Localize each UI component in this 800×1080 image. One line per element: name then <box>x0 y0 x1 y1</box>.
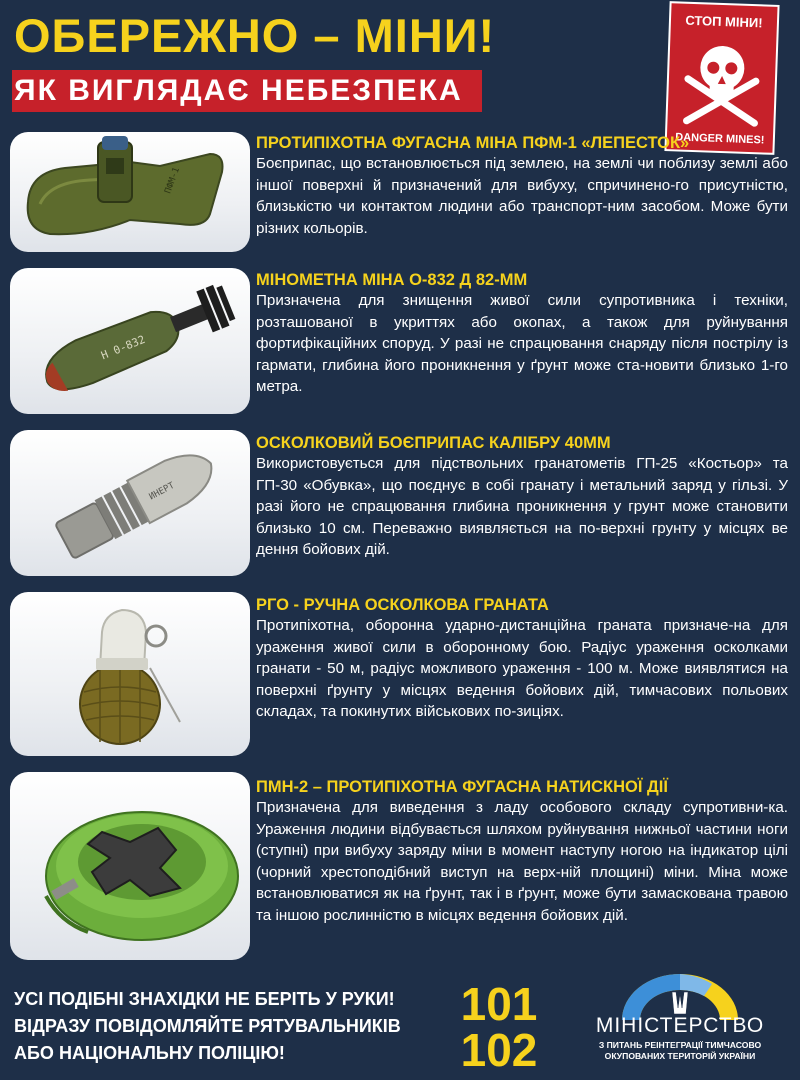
emergency-number-102: 102 <box>460 1024 538 1076</box>
svg-text:Н 0-832: Н 0-832 <box>99 332 148 363</box>
sign-bottom-text: DANGER MINES! <box>675 131 765 147</box>
pfm-1-image-card <box>10 132 250 252</box>
item-title-rgo: РГО - РУЧНА ОСКОЛКОВА ГРАНАТА <box>256 596 549 614</box>
ministry-arc-trident-icon <box>600 968 760 1020</box>
footer-warning-line-3: АБО НАЦІОНАЛЬНУ ПОЛІЦІЮ! <box>14 1043 285 1063</box>
item-title-40mm: ОСКОЛКОВИЙ БОЄПРИПАС КАЛІБРУ 40ММ <box>256 434 611 452</box>
item-description-pmn-2: Призначена для виведення з ладу особового складу супротивни-ка. Ураження людини відбувається шляхом руйнування нижньої частини ноги (ступні) при вибуху заряду міни в момент наступу ногою на індикатор цілі (чорний хрестоподібний виступ на верх-ній площині) міни. Міна може встановлюватися як на ґрунт, так і в ґрунт, може бути замаскована травою та іншою рослинністю в місцях ведення бойових дій. <box>256 799 788 924</box>
rgo-grenade-image-card <box>10 592 250 756</box>
rgo-grenade-image <box>10 592 250 756</box>
item-title-pfm-1: ПРОТИПІХОТНА ФУГАСНА МІНА ПФМ-1 «ЛЕПЕСТОК» <box>256 134 690 152</box>
footer-warning-line-2: ВІДРАЗУ ПОВІДОМЛЯЙТЕ РЯТУВАЛЬНИКІВ <box>14 1016 401 1036</box>
item-description-40mm: Використовується для підствольних гранатометів ГП-25 «Костьор» та ГП-30 «Обувка», що поєднує в собі гранату і метальний заряд у гільзі. У разі його не спрацювання глибина проникнення у грунт може становити близько 10 см. Переважно виявляється на по-верхні грунту у місцях ве дення бойових дій. <box>256 455 788 558</box>
emergency-number-101: 101 <box>460 978 538 1030</box>
item-title-pmn-2: ПМН-2 – ПРОТИПІХОТНА ФУГАСНА НАТИСКНОЇ ДІЇ <box>256 778 668 796</box>
ministry-subtitle-line-2: ОКУПОВАНИХ ТЕРИТОРІЙ УКРАЇНИ <box>604 1051 756 1061</box>
svg-text:ИНЕРТ: ИНЕРТ <box>147 480 177 503</box>
sign-top-text: СТОП МІНИ! <box>685 12 763 31</box>
40mm-grenade-image-card <box>10 430 250 576</box>
item-title-mortar: МІНОМЕТНА МІНА О-832 Д 82-ММ <box>256 271 528 289</box>
pmn-2-image-card <box>10 772 250 960</box>
ministry-name: МІНІСТЕРСТВО <box>595 1014 765 1037</box>
page-title: ОБЕРЕЖНО – МІНИ! <box>14 9 496 62</box>
ministry-subtitle <box>580 1040 780 1062</box>
mortar-shell-image-card <box>10 268 250 414</box>
40mm-grenade-image <box>10 430 250 576</box>
item-description-pfm-1: Боєприпас, що встановлюється під землею, на землі чи поблизу землі або іншої поверхні й призначений для вибуху, спричинено-го присутністю, близькістю чи контактом людини або транспорт-ним засобом. Може бути різних кольорів. <box>256 155 788 237</box>
mortar-shell-image <box>10 268 250 414</box>
footer-warning <box>14 986 434 1067</box>
page-subtitle: ЯК ВИГЛЯДАЄ НЕБЕЗПЕКА <box>14 74 463 107</box>
footer-warning-line-1: УСІ ПОДІБНІ ЗНАХІДКИ НЕ БЕРІТЬ У РУКИ! <box>14 989 395 1009</box>
svg-text:ПФМ-1: ПФМ-1 <box>163 166 183 196</box>
item-description-mortar: Призначена для знищення живої сили супротивника і техніки, розташованої в укриттях або окопах, а також для руйнування фортифікаційних споруд. У разі не спрацювання снаряду після пострілу із гармати, глибина його проникнення у ґрунт може ста-новити близько 1-го метра. <box>256 292 788 395</box>
item-description-rgo: Протипіхотна, оборонна ударно-дистанційна граната призначе-на для ураження живої сили в оборонному бою. Радіус ураження осколками гранати - 50 м, радіус можливого ураження - 100 м. Може виявлятися на поверхні ґрунту у місцях ведення бойових дій, тимчасових польових складах, та покинутих військових по-зиціях. <box>256 617 788 720</box>
ministry-subtitle-line-1: З ПИТАНЬ РЕІНТЕГРАЦІЇ ТИМЧАСОВО <box>598 1040 762 1050</box>
pmn-2-mine-image <box>10 772 250 960</box>
pfm-1-mine-image <box>10 132 250 252</box>
